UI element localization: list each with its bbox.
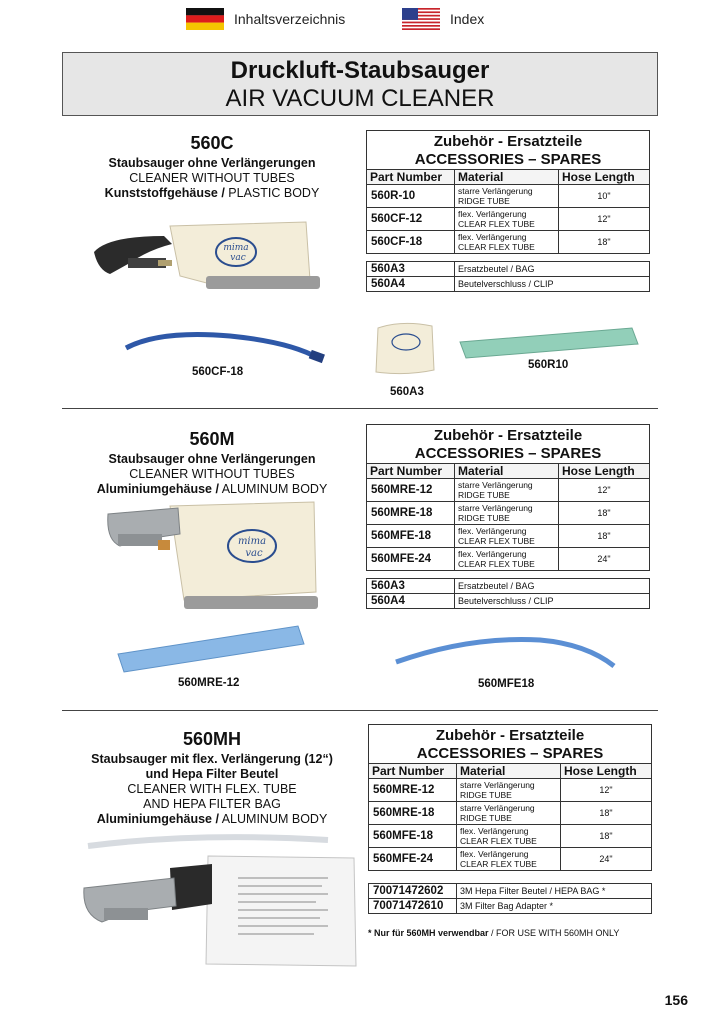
part-description: 3M Hepa Filter Beutel / HEPA BAG * <box>457 884 652 899</box>
caption-560r10: 560R10 <box>528 359 569 371</box>
hose-length: 18" <box>559 525 650 548</box>
part-number: 70071472610 <box>369 899 457 914</box>
accessories-header-en: ACCESSORIES – SPARES <box>416 745 604 762</box>
material-en: CLEAR FLEX TUBE <box>458 559 535 569</box>
material-en: CLEAR FLEX TUBE <box>458 242 535 252</box>
table-row <box>367 502 650 525</box>
product-body-de: Kunststoffgehäuse / <box>104 186 225 200</box>
spares-table <box>368 883 652 914</box>
material-de: starre Verlängerung <box>458 186 533 196</box>
accessories-header-en: ACCESSORIES – SPARES <box>414 151 602 168</box>
product-desc-en: CLEANER WITH FLEX. TUBE <box>127 782 297 796</box>
material-en: RIDGE TUBE <box>460 813 512 823</box>
vacuum-cleaner-560c-image <box>88 218 328 318</box>
col-material: Material <box>455 170 559 185</box>
table-row <box>367 479 650 502</box>
german-flag-icon <box>186 8 224 30</box>
caption-560cf18: 560CF-18 <box>192 366 244 378</box>
product-body-en: ALUMINUM BODY <box>218 812 328 826</box>
accessories-header-de: Zubehör - Ersatzteile <box>435 727 585 744</box>
section-divider <box>62 408 658 409</box>
table-row <box>367 262 650 277</box>
spares-table <box>366 261 650 292</box>
part-description: Beutelverschluss / CLIP <box>455 277 650 292</box>
col-part-number: Part Number <box>369 764 457 779</box>
tube-560r10-image <box>456 324 640 362</box>
product-info-560mh <box>62 728 362 827</box>
part-number: 560MRE-18 <box>367 502 455 525</box>
hose-length: 18" <box>559 502 650 525</box>
hose-length: 24" <box>561 848 652 871</box>
col-material: Material <box>457 764 561 779</box>
nav-label-index: Index <box>450 11 485 27</box>
material-en: CLEAR FLEX TUBE <box>458 219 535 229</box>
product-desc-de: Staubsauger ohne Verlängerungen <box>108 452 316 466</box>
table-row <box>367 594 650 609</box>
product-info-560m <box>62 428 362 497</box>
part-description: 3M Filter Bag Adapter * <box>457 899 652 914</box>
part-number: 560A3 <box>367 579 455 594</box>
product-desc-de: Staubsauger ohne Verlängerungen <box>108 156 316 170</box>
product-info-560c <box>62 132 362 201</box>
accessories-header <box>366 424 650 463</box>
part-number: 560MFE-18 <box>369 825 457 848</box>
page-number: 156 <box>664 992 688 1008</box>
part-number: 560A4 <box>367 594 455 609</box>
accessories-table-560m <box>366 424 650 609</box>
product-desc-en: CLEANER WITHOUT TUBES <box>129 467 295 481</box>
table-row <box>369 848 652 871</box>
nav-label-contents: Inhaltsverzeichnis <box>234 11 346 27</box>
nav-link-index[interactable] <box>402 8 484 30</box>
section-divider <box>62 710 658 711</box>
hose-length: 12" <box>561 779 652 802</box>
material-de: flex. Verlängerung <box>458 526 527 536</box>
col-hose-length: Hose Length <box>559 170 650 185</box>
vacuum-cleaner-560m-image <box>100 500 324 618</box>
product-code: 560M <box>189 429 235 449</box>
material-de: flex. Verlängerung <box>458 549 527 559</box>
vac-logo-text: vac <box>230 253 246 263</box>
material-en: CLEAR FLEX TUBE <box>460 836 537 846</box>
table-row <box>369 779 652 802</box>
hose-length: 18" <box>561 802 652 825</box>
table-row <box>367 277 650 292</box>
product-desc-en: CLEANER WITHOUT TUBES <box>129 171 295 185</box>
hose-length: 24" <box>559 548 650 571</box>
table-row <box>367 185 650 208</box>
product-desc-de-2: und Hepa Filter Beutel <box>145 767 279 781</box>
table-row <box>367 231 650 254</box>
hose-length: 18" <box>559 231 650 254</box>
table-row <box>369 899 652 914</box>
footnote-de: * Nur für 560MH verwendbar <box>368 928 489 938</box>
mima-logo-text: mima <box>223 243 249 253</box>
table-row <box>369 802 652 825</box>
part-number: 560MFE-18 <box>367 525 455 548</box>
table-row <box>369 825 652 848</box>
product-desc-en-2: AND HEPA FILTER BAG <box>143 797 281 811</box>
material-de: starre Verlängerung <box>460 803 535 813</box>
col-hose-length: Hose Length <box>559 464 650 479</box>
part-number: 560A4 <box>367 277 455 292</box>
us-flag-icon <box>402 8 440 30</box>
page-title-box <box>62 52 658 116</box>
material-de: flex. Verlängerung <box>458 209 527 219</box>
bag-560a3-image <box>372 318 438 380</box>
tube-560mre12-image <box>114 616 310 676</box>
mima-logo-text: mima <box>237 536 267 547</box>
col-material: Material <box>455 464 559 479</box>
caption-560mfe18: 560MFE18 <box>478 678 535 690</box>
hose-length: 12" <box>559 479 650 502</box>
hose-length: 12" <box>559 208 650 231</box>
caption-560mre12: 560MRE-12 <box>178 677 240 689</box>
part-number: 560MRE-18 <box>369 802 457 825</box>
material-en: RIDGE TUBE <box>458 490 510 500</box>
top-nav <box>0 6 724 34</box>
material-en: RIDGE TUBE <box>458 513 510 523</box>
material-de: flex. Verlängerung <box>458 232 527 242</box>
vacuum-cleaner-560mh-image <box>78 828 360 976</box>
footnote-en: / FOR USE WITH 560MH ONLY <box>488 928 620 938</box>
part-number: 560R-10 <box>367 185 455 208</box>
page-title-de: Druckluft-Staubsauger <box>230 57 490 84</box>
material-de: flex. Verlängerung <box>460 849 529 859</box>
product-desc-de: Staubsauger mit flex. Verlängerung (12“) <box>91 752 333 766</box>
accessories-header-de: Zubehör - Ersatzteile <box>433 133 583 150</box>
accessories-table-560mh <box>368 724 652 914</box>
product-code: 560MH <box>182 729 242 749</box>
product-code: 560C <box>190 133 234 153</box>
part-number: 70071472602 <box>369 884 457 899</box>
accessories-header-de: Zubehör - Ersatzteile <box>433 427 583 444</box>
page-title-en: AIR VACUUM CLEANER <box>225 85 495 112</box>
part-number: 560A3 <box>367 262 455 277</box>
material-de: starre Verlängerung <box>458 503 533 513</box>
table-row <box>369 884 652 899</box>
material-de: flex. Verlängerung <box>460 826 529 836</box>
material-en: RIDGE TUBE <box>458 196 510 206</box>
nav-link-contents[interactable] <box>186 8 345 30</box>
caption-560a3: 560A3 <box>390 386 424 398</box>
col-hose-length: Hose Length <box>561 764 652 779</box>
hose-length: 18" <box>561 825 652 848</box>
material-en: RIDGE TUBE <box>460 790 512 800</box>
product-body-en: PLASTIC BODY <box>224 186 320 200</box>
tube-560mfe18-image <box>390 628 620 676</box>
table-row <box>367 525 650 548</box>
part-number: 560MFE-24 <box>367 548 455 571</box>
vac-logo-text: vac <box>245 548 263 559</box>
table-row <box>367 579 650 594</box>
material-de: starre Verlängerung <box>458 480 533 490</box>
part-number: 560CF-12 <box>367 208 455 231</box>
part-description: Beutelverschluss / CLIP <box>455 594 650 609</box>
col-part-number: Part Number <box>367 464 455 479</box>
table-row <box>367 208 650 231</box>
product-body-de: Aluminiumgehäuse / <box>96 482 219 496</box>
part-number: 560MRE-12 <box>369 779 457 802</box>
table-row <box>367 548 650 571</box>
part-description: Ersatzbeutel / BAG <box>455 579 650 594</box>
material-en: CLEAR FLEX TUBE <box>460 859 537 869</box>
material-en: CLEAR FLEX TUBE <box>458 536 535 546</box>
accessories-header <box>366 130 650 169</box>
hose-length: 10" <box>559 185 650 208</box>
product-body-en: ALUMINUM BODY <box>218 482 328 496</box>
part-number: 560MFE-24 <box>369 848 457 871</box>
spares-table <box>366 578 650 609</box>
accessories-header-en: ACCESSORIES – SPARES <box>414 445 602 462</box>
product-body-de: Aluminiumgehäuse / <box>96 812 219 826</box>
part-number: 560CF-18 <box>367 231 455 254</box>
part-number: 560MRE-12 <box>367 479 455 502</box>
col-part-number: Part Number <box>367 170 455 185</box>
footnote <box>368 928 619 938</box>
part-description: Ersatzbeutel / BAG <box>455 262 650 277</box>
tube-560cf18-image <box>120 322 330 370</box>
accessories-table-560c <box>366 130 650 292</box>
material-de: starre Verlängerung <box>460 780 535 790</box>
accessories-header <box>368 724 652 763</box>
